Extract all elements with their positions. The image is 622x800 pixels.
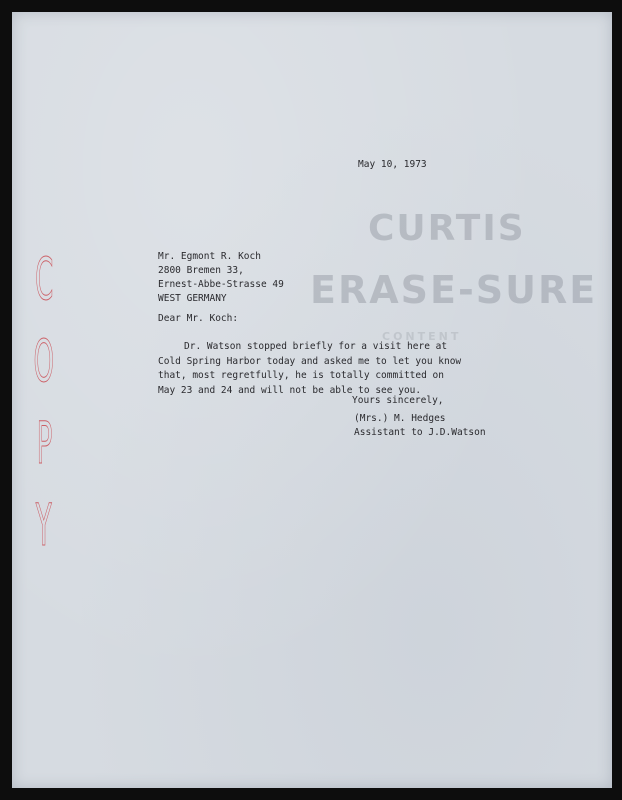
- letter-page: [12, 12, 612, 788]
- copy-stamp: [30, 238, 58, 566]
- copy-stamp-letter: C: [34, 245, 54, 313]
- signer-name: (Mrs.) M. Hedges: [354, 413, 446, 424]
- address-line: 2800 Bremen 33,: [158, 265, 244, 276]
- salutation: Dear Mr. Koch:: [158, 313, 239, 324]
- address-line: Ernest-Abbe-Strasse 49: [158, 279, 284, 290]
- body-line: Cold Spring Harbor today and asked me to let you know: [158, 355, 462, 367]
- copy-stamp-letter: Y: [36, 491, 52, 559]
- watermark-brand: CURTIS: [368, 208, 526, 249]
- signature-block: [354, 412, 486, 440]
- letter-date: May 10, 1973: [358, 159, 427, 170]
- address-line: Mr. Egmont R. Koch: [158, 251, 261, 262]
- body-line: that, most regretfully, he is totally committed on: [158, 370, 444, 381]
- watermark-sub: CONTENT: [382, 330, 462, 343]
- address-line: WEST GERMANY: [158, 293, 227, 304]
- body-line: Dr. Watson stopped briefly for a visit here at: [184, 341, 448, 352]
- recipient-address: [158, 250, 284, 306]
- complimentary-close: Yours sincerely,: [352, 395, 444, 406]
- copy-stamp-letter: P: [36, 409, 52, 477]
- copy-stamp-letter: O: [33, 327, 55, 395]
- body-line: May 23 and 24 and will not be able to see you.: [158, 384, 422, 396]
- letter-body: [158, 340, 461, 398]
- watermark-product: ERASE-SURE: [310, 268, 598, 312]
- signer-title: Assistant to J.D.Watson: [354, 427, 486, 438]
